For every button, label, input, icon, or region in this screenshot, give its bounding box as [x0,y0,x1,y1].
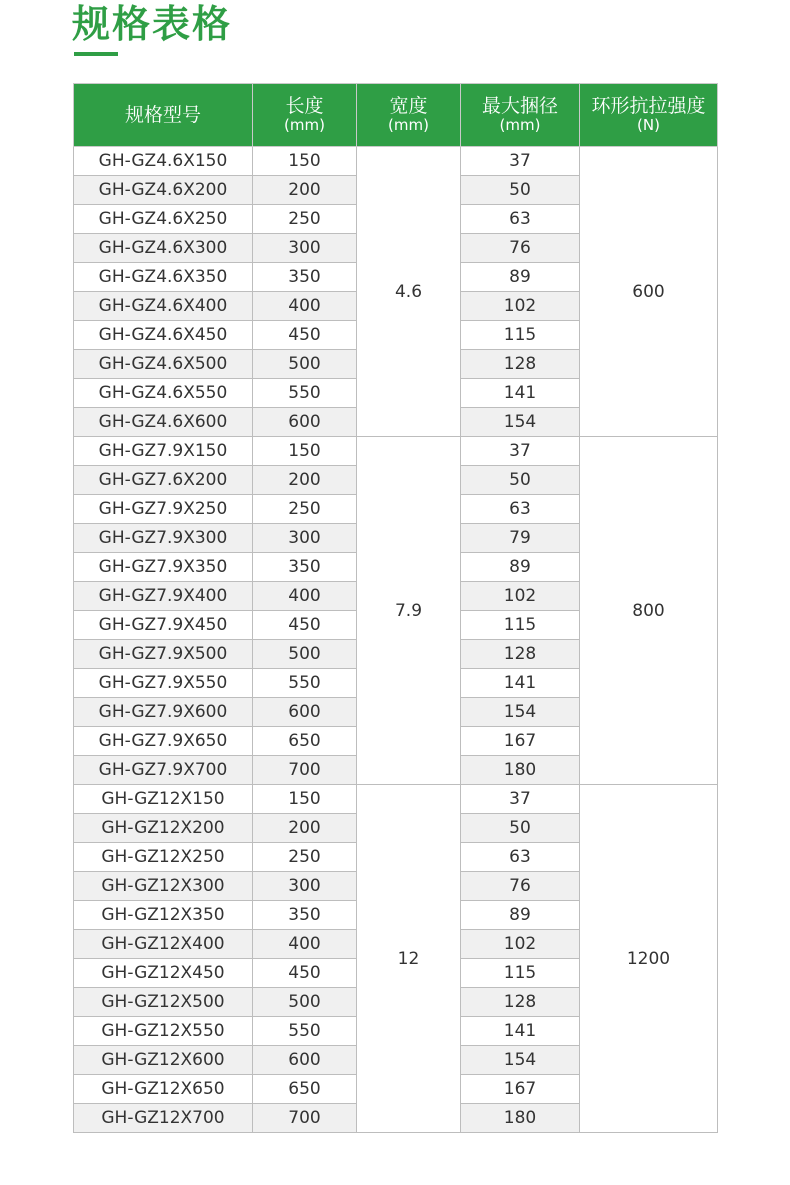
model-cell: GH-GZ12X350 [74,901,253,930]
length-cell: 300 [253,524,357,553]
page-title: 规格表格 [72,2,233,46]
max-bundle-cell: 89 [461,553,580,582]
header-model [74,84,253,147]
length-cell: 350 [253,553,357,582]
model-cell: GH-GZ12X300 [74,872,253,901]
length-cell: 650 [253,1075,357,1104]
model-cell: GH-GZ4.6X300 [74,234,253,263]
model-cell: GH-GZ7.9X700 [74,756,253,785]
max-bundle-cell: 128 [461,350,580,379]
max-bundle-cell: 180 [461,756,580,785]
max-bundle-cell: 50 [461,814,580,843]
length-cell: 400 [253,292,357,321]
model-cell: GH-GZ7.9X300 [74,524,253,553]
max-bundle-cell: 167 [461,1075,580,1104]
model-cell: GH-GZ12X250 [74,843,253,872]
model-cell: GH-GZ4.6X450 [74,321,253,350]
model-cell: GH-GZ7.9X600 [74,698,253,727]
length-cell: 300 [253,234,357,263]
length-cell: 550 [253,1017,357,1046]
max-bundle-cell: 37 [461,147,580,176]
length-cell: 200 [253,814,357,843]
max-bundle-cell: 102 [461,930,580,959]
model-cell: GH-GZ12X200 [74,814,253,843]
max-bundle-cell: 141 [461,379,580,408]
width-cell: 12 [357,785,461,1133]
length-cell: 500 [253,640,357,669]
table-row [74,785,718,814]
length-cell: 500 [253,988,357,1017]
max-bundle-cell: 37 [461,785,580,814]
max-bundle-cell: 76 [461,872,580,901]
max-bundle-cell: 89 [461,263,580,292]
length-cell: 500 [253,350,357,379]
length-cell: 450 [253,611,357,640]
max-bundle-cell: 141 [461,1017,580,1046]
max-bundle-cell: 63 [461,843,580,872]
header-max-bundle-unit: (mm) [499,116,541,135]
length-cell: 350 [253,263,357,292]
model-cell: GH-GZ4.6X550 [74,379,253,408]
model-cell: GH-GZ7.9X250 [74,495,253,524]
max-bundle-cell: 50 [461,466,580,495]
header-width [357,84,461,147]
max-bundle-cell: 141 [461,669,580,698]
length-cell: 250 [253,843,357,872]
model-cell: GH-GZ4.6X400 [74,292,253,321]
header-length-unit: (mm) [284,116,325,135]
model-cell: GH-GZ12X400 [74,930,253,959]
width-cell: 7.9 [357,437,461,785]
max-bundle-cell: 63 [461,495,580,524]
header-max-bundle-label: 最大捆径 [481,95,558,118]
max-bundle-cell: 79 [461,524,580,553]
header-model-label: 规格型号 [124,103,201,126]
length-cell: 450 [253,959,357,988]
length-cell: 150 [253,437,357,466]
length-cell: 550 [253,669,357,698]
length-cell: 250 [253,495,357,524]
model-cell: GH-GZ4.6X150 [74,147,253,176]
model-cell: GH-GZ12X700 [74,1104,253,1133]
max-bundle-cell: 89 [461,901,580,930]
max-bundle-cell: 50 [461,176,580,205]
length-cell: 700 [253,756,357,785]
length-cell: 400 [253,930,357,959]
max-bundle-cell: 115 [461,959,580,988]
max-bundle-cell: 37 [461,437,580,466]
header-row [74,84,718,147]
max-bundle-cell: 154 [461,698,580,727]
model-cell: GH-GZ7.9X350 [74,553,253,582]
max-bundle-cell: 63 [461,205,580,234]
length-cell: 450 [253,321,357,350]
model-cell: GH-GZ4.6X200 [74,176,253,205]
model-cell: GH-GZ7.9X550 [74,669,253,698]
length-cell: 600 [253,698,357,727]
model-cell: GH-GZ7.6X200 [74,466,253,495]
model-cell: GH-GZ7.9X450 [74,611,253,640]
header-width-unit: (mm) [388,116,429,135]
title-underline [74,52,118,56]
model-cell: GH-GZ12X550 [74,1017,253,1046]
tensile-strength-cell: 1200 [580,785,718,1133]
width-cell: 4.6 [357,147,461,437]
max-bundle-cell: 180 [461,1104,580,1133]
table-row [74,437,718,466]
model-cell: GH-GZ12X500 [74,988,253,1017]
max-bundle-cell: 154 [461,1046,580,1075]
max-bundle-cell: 102 [461,582,580,611]
model-cell: GH-GZ7.9X400 [74,582,253,611]
length-cell: 600 [253,1046,357,1075]
header-tensile [580,84,718,147]
model-cell: GH-GZ12X150 [74,785,253,814]
header-tensile-label: 环形抗拉强度 [591,95,706,118]
table-header [74,84,718,147]
length-cell: 250 [253,205,357,234]
model-cell: GH-GZ4.6X250 [74,205,253,234]
length-cell: 550 [253,379,357,408]
spec-table [73,83,718,1133]
header-max-bundle [461,84,580,147]
max-bundle-cell: 154 [461,408,580,437]
tensile-strength-cell: 800 [580,437,718,785]
table-row [74,147,718,176]
header-length [253,84,357,147]
max-bundle-cell: 128 [461,640,580,669]
length-cell: 150 [253,147,357,176]
max-bundle-cell: 128 [461,988,580,1017]
length-cell: 350 [253,901,357,930]
header-width-label: 宽度 [389,95,428,118]
header-length-label: 长度 [285,95,324,118]
length-cell: 200 [253,466,357,495]
model-cell: GH-GZ7.9X500 [74,640,253,669]
length-cell: 400 [253,582,357,611]
model-cell: GH-GZ7.9X150 [74,437,253,466]
model-cell: GH-GZ4.6X500 [74,350,253,379]
max-bundle-cell: 167 [461,727,580,756]
table-body [74,147,718,1133]
length-cell: 150 [253,785,357,814]
max-bundle-cell: 76 [461,234,580,263]
model-cell: GH-GZ12X450 [74,959,253,988]
model-cell: GH-GZ4.6X600 [74,408,253,437]
model-cell: GH-GZ7.9X650 [74,727,253,756]
max-bundle-cell: 115 [461,611,580,640]
length-cell: 200 [253,176,357,205]
model-cell: GH-GZ4.6X350 [74,263,253,292]
tensile-strength-cell: 600 [580,147,718,437]
length-cell: 600 [253,408,357,437]
length-cell: 700 [253,1104,357,1133]
max-bundle-cell: 115 [461,321,580,350]
length-cell: 650 [253,727,357,756]
model-cell: GH-GZ12X650 [74,1075,253,1104]
header-tensile-unit: (N) [637,116,660,135]
length-cell: 300 [253,872,357,901]
max-bundle-cell: 102 [461,292,580,321]
model-cell: GH-GZ12X600 [74,1046,253,1075]
